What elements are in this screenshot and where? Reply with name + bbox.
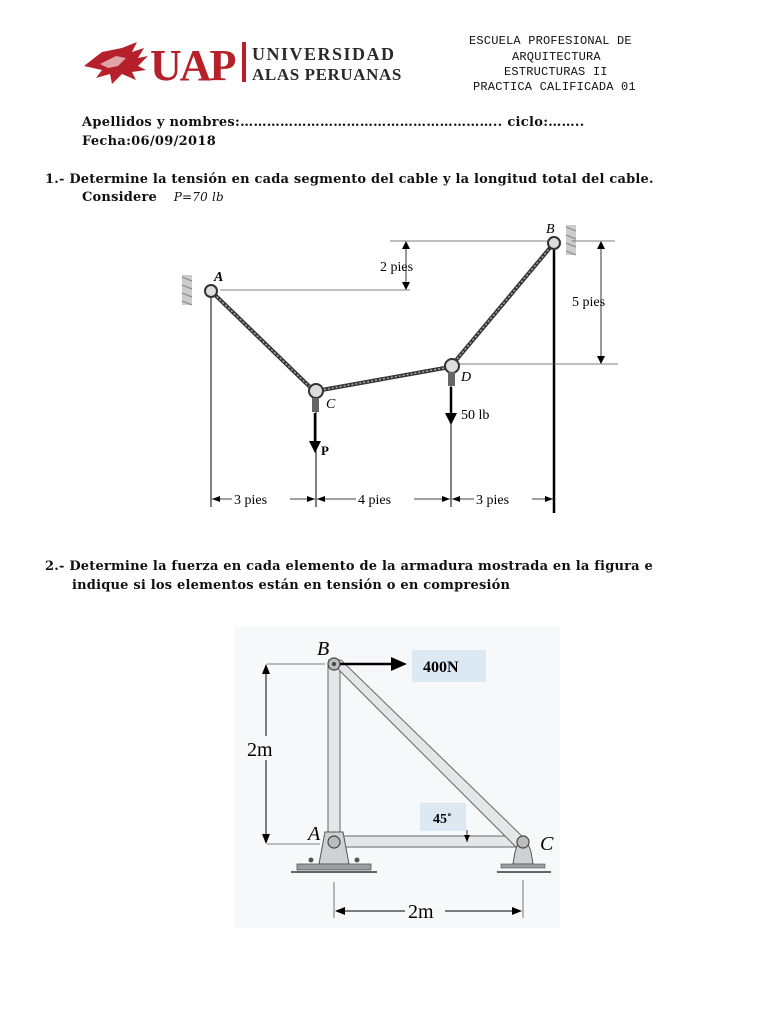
label-truss-c: C [540,833,554,855]
member-ab [328,664,340,844]
header-career: ARQUITECTURA [512,50,601,64]
ring-c-icon [309,384,323,398]
dim-5-pies: 5 pies [572,295,606,310]
ring-a-icon [205,285,217,297]
ring-d-icon [445,359,459,373]
cable-segment-ac [211,291,312,389]
dim-2m-vertical: 2m [247,739,273,761]
cable-figure [170,215,630,515]
logo-line2: ALAS PERUANAS [252,65,402,84]
wall-left-icon [182,275,192,305]
label-a: A [214,270,224,285]
problem2-text-line1: Determine la fuerza en cada elemento de la armadura mostrada en la figura e [69,559,653,574]
label-b: B [546,222,555,237]
dim-bottom-3-pies-right: 3 pies [476,493,510,508]
dim-bottom-4-pies: 4 pies [358,493,392,508]
label-truss-a: A [308,823,321,845]
problem1-number: 1.- [45,172,65,187]
label-truss-b: B [317,638,330,660]
wall-right-icon [566,225,576,255]
consider-value: P=70 lb [173,190,224,204]
angle-label: 45˚ [433,812,452,827]
logo-line1: UNIVERSIDAD [252,44,396,64]
problem1-text: Determine la tensión en cada segmento del cable y la longitud total del cable. [69,172,654,187]
force-arrow-icon [391,657,407,671]
eagle-emblem-icon [84,42,148,84]
problem2-statement [45,559,653,574]
load-arrow-p-icon [309,441,321,453]
header-exam: PRACTICA CALIFICADA 01 [473,80,636,94]
label-d: D [461,370,472,385]
problem1-consider [82,190,224,205]
header-school: ESCUELA PROFESIONAL DE [469,34,632,48]
dim-bottom-3-pies-left: 3 pies [234,493,268,508]
problem2-statement-line2: indique si los elementos están en tensión o en compresión [72,578,511,593]
problem1-statement [45,172,654,187]
logo-abbr: UAP [150,41,235,88]
load-label-p: P [321,443,329,458]
student-name-field: Apellidos y nombres:………………………………………………….. ciclo:…….. [82,115,585,130]
cable-segment-cd [316,367,450,391]
force-label: 400N [423,659,459,676]
truss-figure [235,626,560,928]
cable-segment-db [452,243,554,365]
date-field: Fecha:06/09/2018 [82,134,217,149]
member-ac [333,836,525,847]
load-label-50lb: 50 lb [461,408,490,423]
load-arrow-50lb-icon [445,413,457,425]
dim-2-pies: 2 pies [380,260,414,275]
problem2-number: 2.- [45,559,65,574]
ring-b-icon [548,237,560,249]
dim-2m-horizontal: 2m [408,901,434,923]
header-course: ESTRUCTURAS II [504,65,608,79]
consider-label: Considere [82,190,158,205]
uap-logo [82,38,412,88]
label-c: C [326,397,336,412]
